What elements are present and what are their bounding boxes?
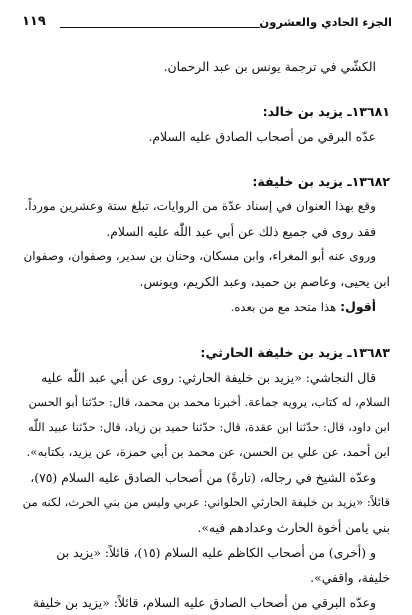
entry-line: ابن يحيى، وعاصم بن حميد، وعبد الكريم، ويونس.: [139, 274, 390, 289]
entry-line: وعدّه البرقي من أصحاب الصادق عليه السلام، قائلاً: «يزيد بن خليفة: [32, 595, 376, 610]
note-label: أقول:: [340, 299, 376, 314]
entry-line: وعدّه الشيخ في رجاله، (تارةً) من أصحاب الصادق عليه السلام (٧٥)،: [30, 470, 376, 485]
entry-line: بني يامن أخوة الحارث وعدادهم فيه».: [197, 520, 390, 535]
page-header: [22, 14, 392, 34]
intro-line: الكشّي في ترجمة يونس بن عبد الرحمان.: [163, 59, 376, 74]
entry-13681: [24, 99, 390, 149]
entry-line: ابن داود، قال: حدّثنا ابن عقدة، قال: حدّثنا حميد بن زياد، قال: حدّثنا عبيد اللّٰه: [27, 420, 390, 434]
header-rule: [60, 27, 260, 28]
entry-line: وقع بهذا العنوان في إسناد عدّة من الروايات، تبلغ ستة وعشرين مورداً.: [24, 199, 376, 213]
entry-13683: [24, 340, 390, 615]
entry-heading: ١٣٦٨٣ـ يزيد بن خليفة الحارثي:: [200, 345, 390, 360]
entry-line: قال النجاشي: «يزيد بن خليفة الحارثي: روى عن أبي عبد اللّٰه عليه: [41, 370, 376, 385]
entry-13682: [24, 169, 390, 320]
entry-line: خليفة، واقفي».: [310, 570, 390, 585]
note-text: هذا متحد مع من بعده.: [230, 300, 337, 314]
entry-line: السلام، له كتاب، يرويه جماعة. أخبرنا محمد بن محمد، قال: حدّثنا أبو الحسن: [28, 395, 390, 409]
page-number: ١١٩: [22, 14, 46, 29]
entry-line: ابن أحمد، عن علي بن الحسن، عن محمد بن أبي حمزة، عن يزيد، بكتابه».: [26, 445, 390, 459]
entry-heading: ١٣٦٨١ـ يزيد بن خالد:: [262, 104, 390, 119]
page-body: [22, 54, 390, 610]
entry-line: و (أخرى) من أصحاب الكاظم عليه السلام (١٥)، قائلاً: «يزيد بن: [56, 545, 376, 560]
entry-heading: ١٣٦٨٢ـ يزيد بن خليفة:: [252, 174, 390, 189]
entry-line: فقد روى في جميع ذلك عن أبي عبد اللّٰه عليه السلام.: [106, 224, 376, 239]
author-note: [24, 294, 390, 320]
running-title: الجزء الحادي والعشرون: [259, 15, 392, 29]
entry-line: قائلاً: «يزيد بن خليفة الحارثي الحلواني: عربي وليس من بني الحرث، لكنه من: [22, 495, 390, 509]
entry-line: وروى عنه أبو المغراء، وابن مسكان، وحنان بن سدير، وصفوان، وصفوان: [23, 249, 376, 263]
entry-line: عدّه البرقي من أصحاب الصادق عليه السلام.: [148, 129, 376, 144]
